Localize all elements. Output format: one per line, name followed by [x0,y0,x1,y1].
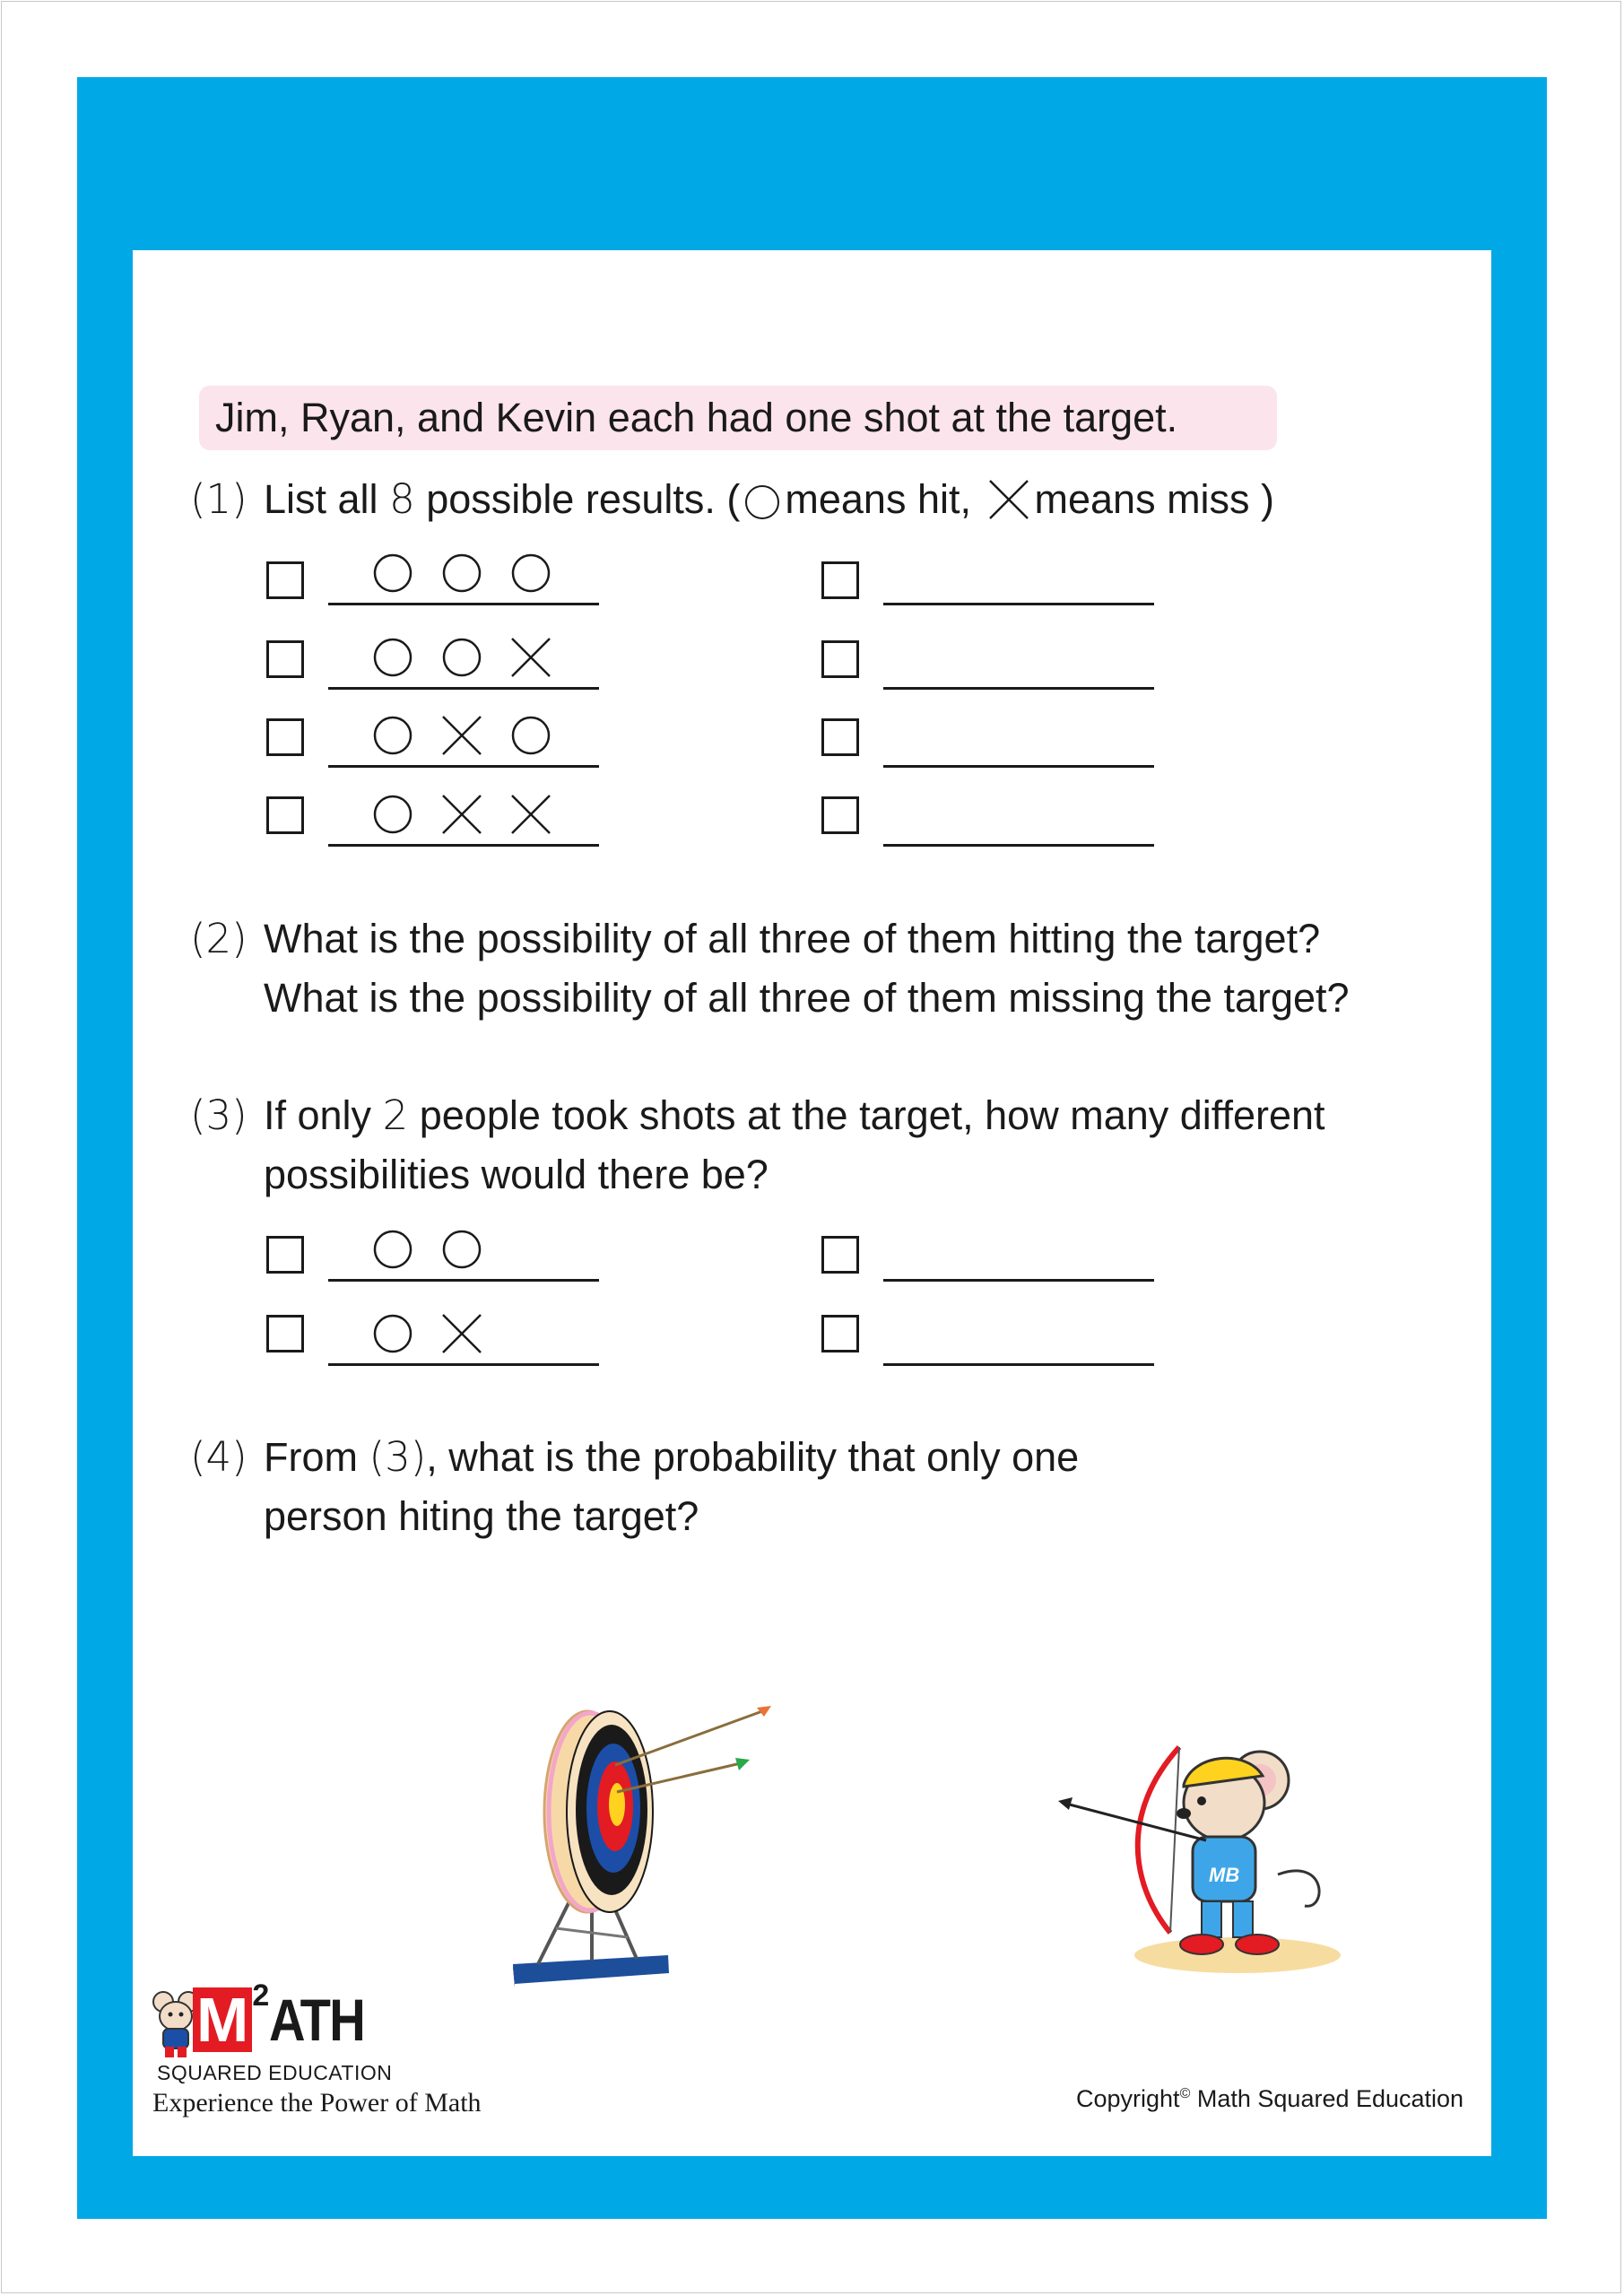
circle-hit-icon [370,551,415,596]
question-3-text-a: If only [264,1092,372,1138]
logo-m: M [193,1987,252,2052]
answer-line-q1-left-1 [328,603,599,605]
checkbox-q3-right-1[interactable] [821,1236,859,1274]
answer-line-q3-right-2 [883,1363,1154,1366]
checkbox-q1-right-1[interactable] [821,561,859,599]
question-3 [190,1086,1325,1145]
answer-line-q1-left-4 [328,844,599,847]
circle-hit-icon [370,635,415,680]
logo-ath: ATH [269,1987,365,2053]
answer-line-q1-right-2 [883,687,1154,690]
headline-banner [199,386,1277,450]
cross-miss-icon [508,635,553,680]
circle-hit-icon [439,1227,484,1272]
question-3-number: (3) [190,1091,248,1139]
question-4-text-a: From [264,1434,358,1480]
answer-line-q1-left-3 [328,765,599,768]
cross-miss-icon [988,477,1029,536]
checkbox-q3-left-1[interactable] [266,1236,304,1274]
circle-hit-icon [508,713,553,758]
copyright-symbol: © [1179,2086,1191,2101]
answer-line-q1-right-4 [883,844,1154,847]
question-4-line-2: person hiting the target? [264,1493,699,1539]
question-4 [190,1428,1079,1487]
question-1-text-b: possible results. ( [426,476,741,522]
question-3-line-2: possibilities would there be? [264,1152,769,1197]
headline-text: Jim, Ryan, and Kevin each had one shot at the target. [215,395,1178,440]
circle-hit-icon [439,551,484,596]
question-2 [190,909,1320,969]
answer-line-q3-left-1 [328,1279,599,1282]
logo-exponent: 2 [252,1979,270,2013]
question-4-ref: (3) [369,1433,427,1481]
answer-line-q1-right-1 [883,603,1154,605]
question-1-text-a: List all [264,476,378,522]
cross-miss-icon [439,1311,484,1356]
cross-miss-icon [439,792,484,837]
question-2-line-1: What is the possibility of all three of them hitting the target? [264,916,1321,961]
circle-hit-icon [508,551,553,596]
question-4-number: (4) [190,1433,248,1481]
circle-hit-icon [370,1311,415,1356]
checkbox-q1-left-2[interactable] [266,640,304,678]
checkbox-q1-left-4[interactable] [266,796,304,834]
question-2-number: (2) [190,915,248,962]
question-1-miss-text: means miss ) [1034,476,1275,522]
checkbox-q1-right-3[interactable] [821,718,859,756]
checkbox-q1-right-4[interactable] [821,796,859,834]
mouse-shirt-text: MB [1209,1864,1240,1886]
copyright-owner: Math Squared Education [1196,2085,1464,2112]
checkbox-q3-left-2[interactable] [266,1315,304,1352]
question-1-count: 8 [389,475,415,523]
checkbox-q1-left-1[interactable] [266,561,304,599]
answer-line-q3-right-1 [883,1279,1154,1282]
question-3-text-b: people took shots at the target, how many different [419,1092,1325,1138]
circle-hit-icon [370,1227,415,1272]
circle-hit-icon [745,485,779,519]
copyright-notice [1076,2085,1463,2113]
copyright-word: Copyright [1076,2085,1180,2112]
cross-miss-icon [508,792,553,837]
circle-hit-icon [439,635,484,680]
cross-miss-icon [439,713,484,758]
logo-subtitle: SQUARED EDUCATION [157,2061,393,2084]
logo-tagline: Experience the Power of Math [152,2088,482,2118]
checkbox-q1-left-3[interactable] [266,718,304,756]
archery-target-image [502,1695,789,2000]
question-4-text-b: , what is the probability that only one [426,1434,1080,1480]
logo-wordmark [193,1979,381,2059]
circle-hit-icon [370,792,415,837]
question-1-number: (1) [190,475,248,523]
mouse-archer-image [1058,1731,1354,1982]
question-2-line-2: What is the possibility of all three of them missing the target? [264,975,1350,1021]
bow [1138,1747,1179,1933]
checkbox-q3-right-2[interactable] [821,1315,859,1352]
answer-line-q3-left-2 [328,1363,599,1366]
question-1 [190,470,1274,536]
answer-line-q1-right-3 [883,765,1154,768]
circle-hit-icon [370,713,415,758]
answer-line-q1-left-2 [328,687,599,690]
question-3-count: 2 [382,1091,409,1139]
question-1-hit-text: means hit, [785,476,971,522]
checkbox-q1-right-2[interactable] [821,640,859,678]
